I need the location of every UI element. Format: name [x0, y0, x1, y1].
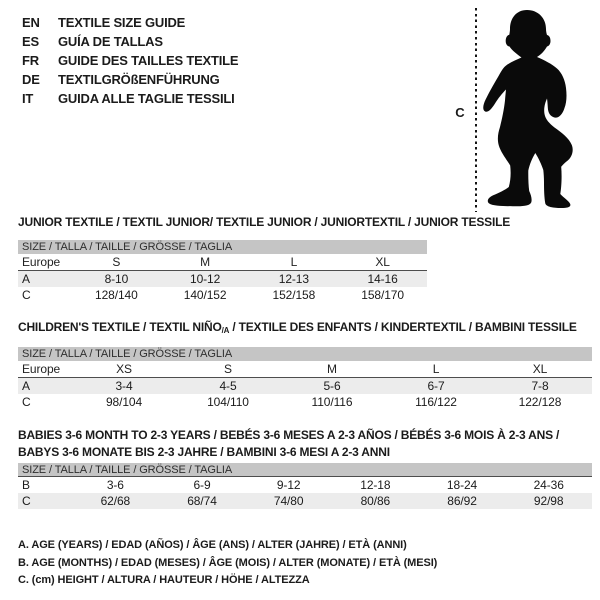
region-header-cell: Europe [22, 255, 61, 269]
row-label-cell: C [22, 288, 31, 302]
table-title [18, 320, 592, 333]
size-header-cell: XL [532, 362, 548, 376]
footnote-c: C. (cm) HEIGHT / ALTURA / HAUTEUR / HÖHE / ALTEZZA [18, 574, 310, 586]
size-header-cell: S [112, 255, 121, 269]
size-header-cell: L [432, 362, 440, 376]
table-cell: 12-13 [278, 272, 309, 286]
row-label-cell: C [22, 395, 31, 409]
row-label-cell: A [22, 272, 30, 286]
table-cell: 18-24 [446, 478, 478, 492]
table-title-line2: BABYS 3-6 MONATE BIS 2-3 JAHRE / BAMBINI 3-6 MESI A 2-3 ANNI [18, 445, 390, 459]
table-cell: 122/128 [518, 395, 562, 409]
table-cell: 6-7 [427, 379, 445, 393]
table-title-line1: BABIES 3-6 MONTH TO 2-3 YEARS / BEBÉS 3-6 MESES A 2-3 AÑOS / BÉBÉS 3-6 MOIS À 2-3 ANS / [18, 428, 560, 442]
list-item [22, 32, 238, 51]
table-cell: 12-18 [360, 478, 391, 492]
table-cell: 8-10 [104, 272, 129, 286]
table-row [18, 477, 592, 493]
table-cell: 104/110 [207, 395, 249, 409]
table-cell: 68/74 [187, 494, 217, 508]
table-cell: 3-6 [106, 478, 124, 492]
language-title: GUIDA ALLE TAGLIE TESSILI [58, 91, 235, 106]
table-cell: 24-36 [533, 478, 564, 492]
list-item [22, 51, 238, 70]
language-title: GUIDE DES TAILLES TEXTILE [58, 53, 239, 68]
table-header-row [18, 361, 592, 378]
height-measure-label: C [455, 105, 465, 120]
table-row [18, 378, 592, 394]
table-title [18, 215, 511, 229]
size-header-cell: XL [375, 255, 390, 269]
language-code: ES [22, 34, 39, 49]
table-row [18, 493, 592, 509]
size-header-bar: SIZE / TALLA / TAILLE / GRÖSSE / TAGLIA [18, 463, 592, 477]
language-code: DE [22, 72, 40, 87]
babies-textile-section [18, 427, 592, 509]
table-cell: 4-5 [219, 379, 237, 393]
table-cell: 86/92 [447, 494, 477, 508]
list-item [22, 70, 238, 89]
baby-silhouette-icon [481, 4, 598, 216]
table-cell: 7-8 [531, 379, 549, 393]
language-guide-list [22, 13, 238, 108]
table-cell: 62/68 [100, 494, 131, 508]
table-title-text: JUNIOR TEXTILE / TEXTIL JUNIOR/ TEXTILE JUNIOR / JUNIORTEXTIL / JUNIOR TESSILE [18, 215, 511, 229]
table-cell: 110/116 [311, 395, 353, 409]
size-header-bar: SIZE / TALLA / TAILLE / GRÖSSE / TAGLIA [18, 240, 427, 254]
table-cell: 10-12 [190, 272, 221, 286]
table-cell: 98/104 [105, 395, 143, 409]
table-row [18, 394, 592, 410]
table-cell: 6-9 [193, 478, 211, 492]
size-header-cell: L [290, 255, 298, 269]
table-cell: 80/86 [360, 494, 391, 508]
footnotes [18, 537, 437, 590]
table-cell: 5-6 [323, 379, 341, 393]
row-label-cell: A [22, 379, 30, 393]
size-header-cell: M [327, 362, 337, 376]
childrens-textile-section [18, 320, 592, 410]
language-title: GUÍA DE TALLAS [58, 34, 163, 49]
language-code: IT [22, 91, 34, 106]
junior-textile-section [18, 215, 511, 303]
height-measure-dotted-line [475, 8, 477, 212]
table-title-text: CHILDREN'S TEXTILE / TEXTIL NIÑO [18, 320, 222, 334]
language-title: TEXTILGRÖßENFÜHRUNG [58, 72, 220, 87]
language-title: TEXTILE SIZE GUIDE [58, 15, 186, 30]
size-header-cell: M [200, 255, 211, 269]
row-label-cell: B [22, 478, 30, 492]
size-header-cell: XS [116, 362, 132, 376]
table-cell: 152/158 [272, 288, 316, 302]
table-cell: 140/152 [183, 288, 227, 302]
table-title-subscript: /A [221, 326, 230, 335]
row-label-cell: C [22, 494, 31, 508]
footnote-a: A. AGE (YEARS) / EDAD (AÑOS) / ÂGE (ANS) / ALTER (JAHRE) / ETÀ (ANNI) [18, 539, 407, 551]
table-cell: 74/80 [273, 494, 304, 508]
size-header-cell: S [224, 362, 232, 376]
footnote-b: B. AGE (MONTHS) / EDAD (MESES) / ÂGE (MOIS) / ALTER (MONATE) / ETÀ (MESI) [18, 556, 438, 569]
table-header-row [18, 254, 427, 271]
table-title [18, 427, 592, 461]
language-code: EN [22, 15, 40, 30]
table-title-text: / TEXTILE DES ENFANTS / KINDERTEXTIL / BAMBINI TESSILE [229, 320, 577, 334]
table-row [18, 287, 427, 303]
region-header-cell: Europe [22, 362, 61, 376]
table-cell: 9-12 [276, 478, 301, 492]
table-cell: 3-4 [115, 379, 133, 393]
table-cell: 92/98 [533, 494, 564, 508]
table-cell: 128/140 [95, 288, 138, 302]
table-cell: 158/170 [361, 288, 404, 302]
table-cell: 14-16 [367, 272, 398, 286]
language-code: FR [22, 53, 39, 68]
table-cell: 116/122 [415, 395, 457, 409]
table-row [18, 271, 427, 287]
list-item [22, 89, 238, 108]
list-item [22, 13, 238, 32]
size-header-bar: SIZE / TALLA / TAILLE / GRÖSSE / TAGLIA [18, 347, 592, 361]
